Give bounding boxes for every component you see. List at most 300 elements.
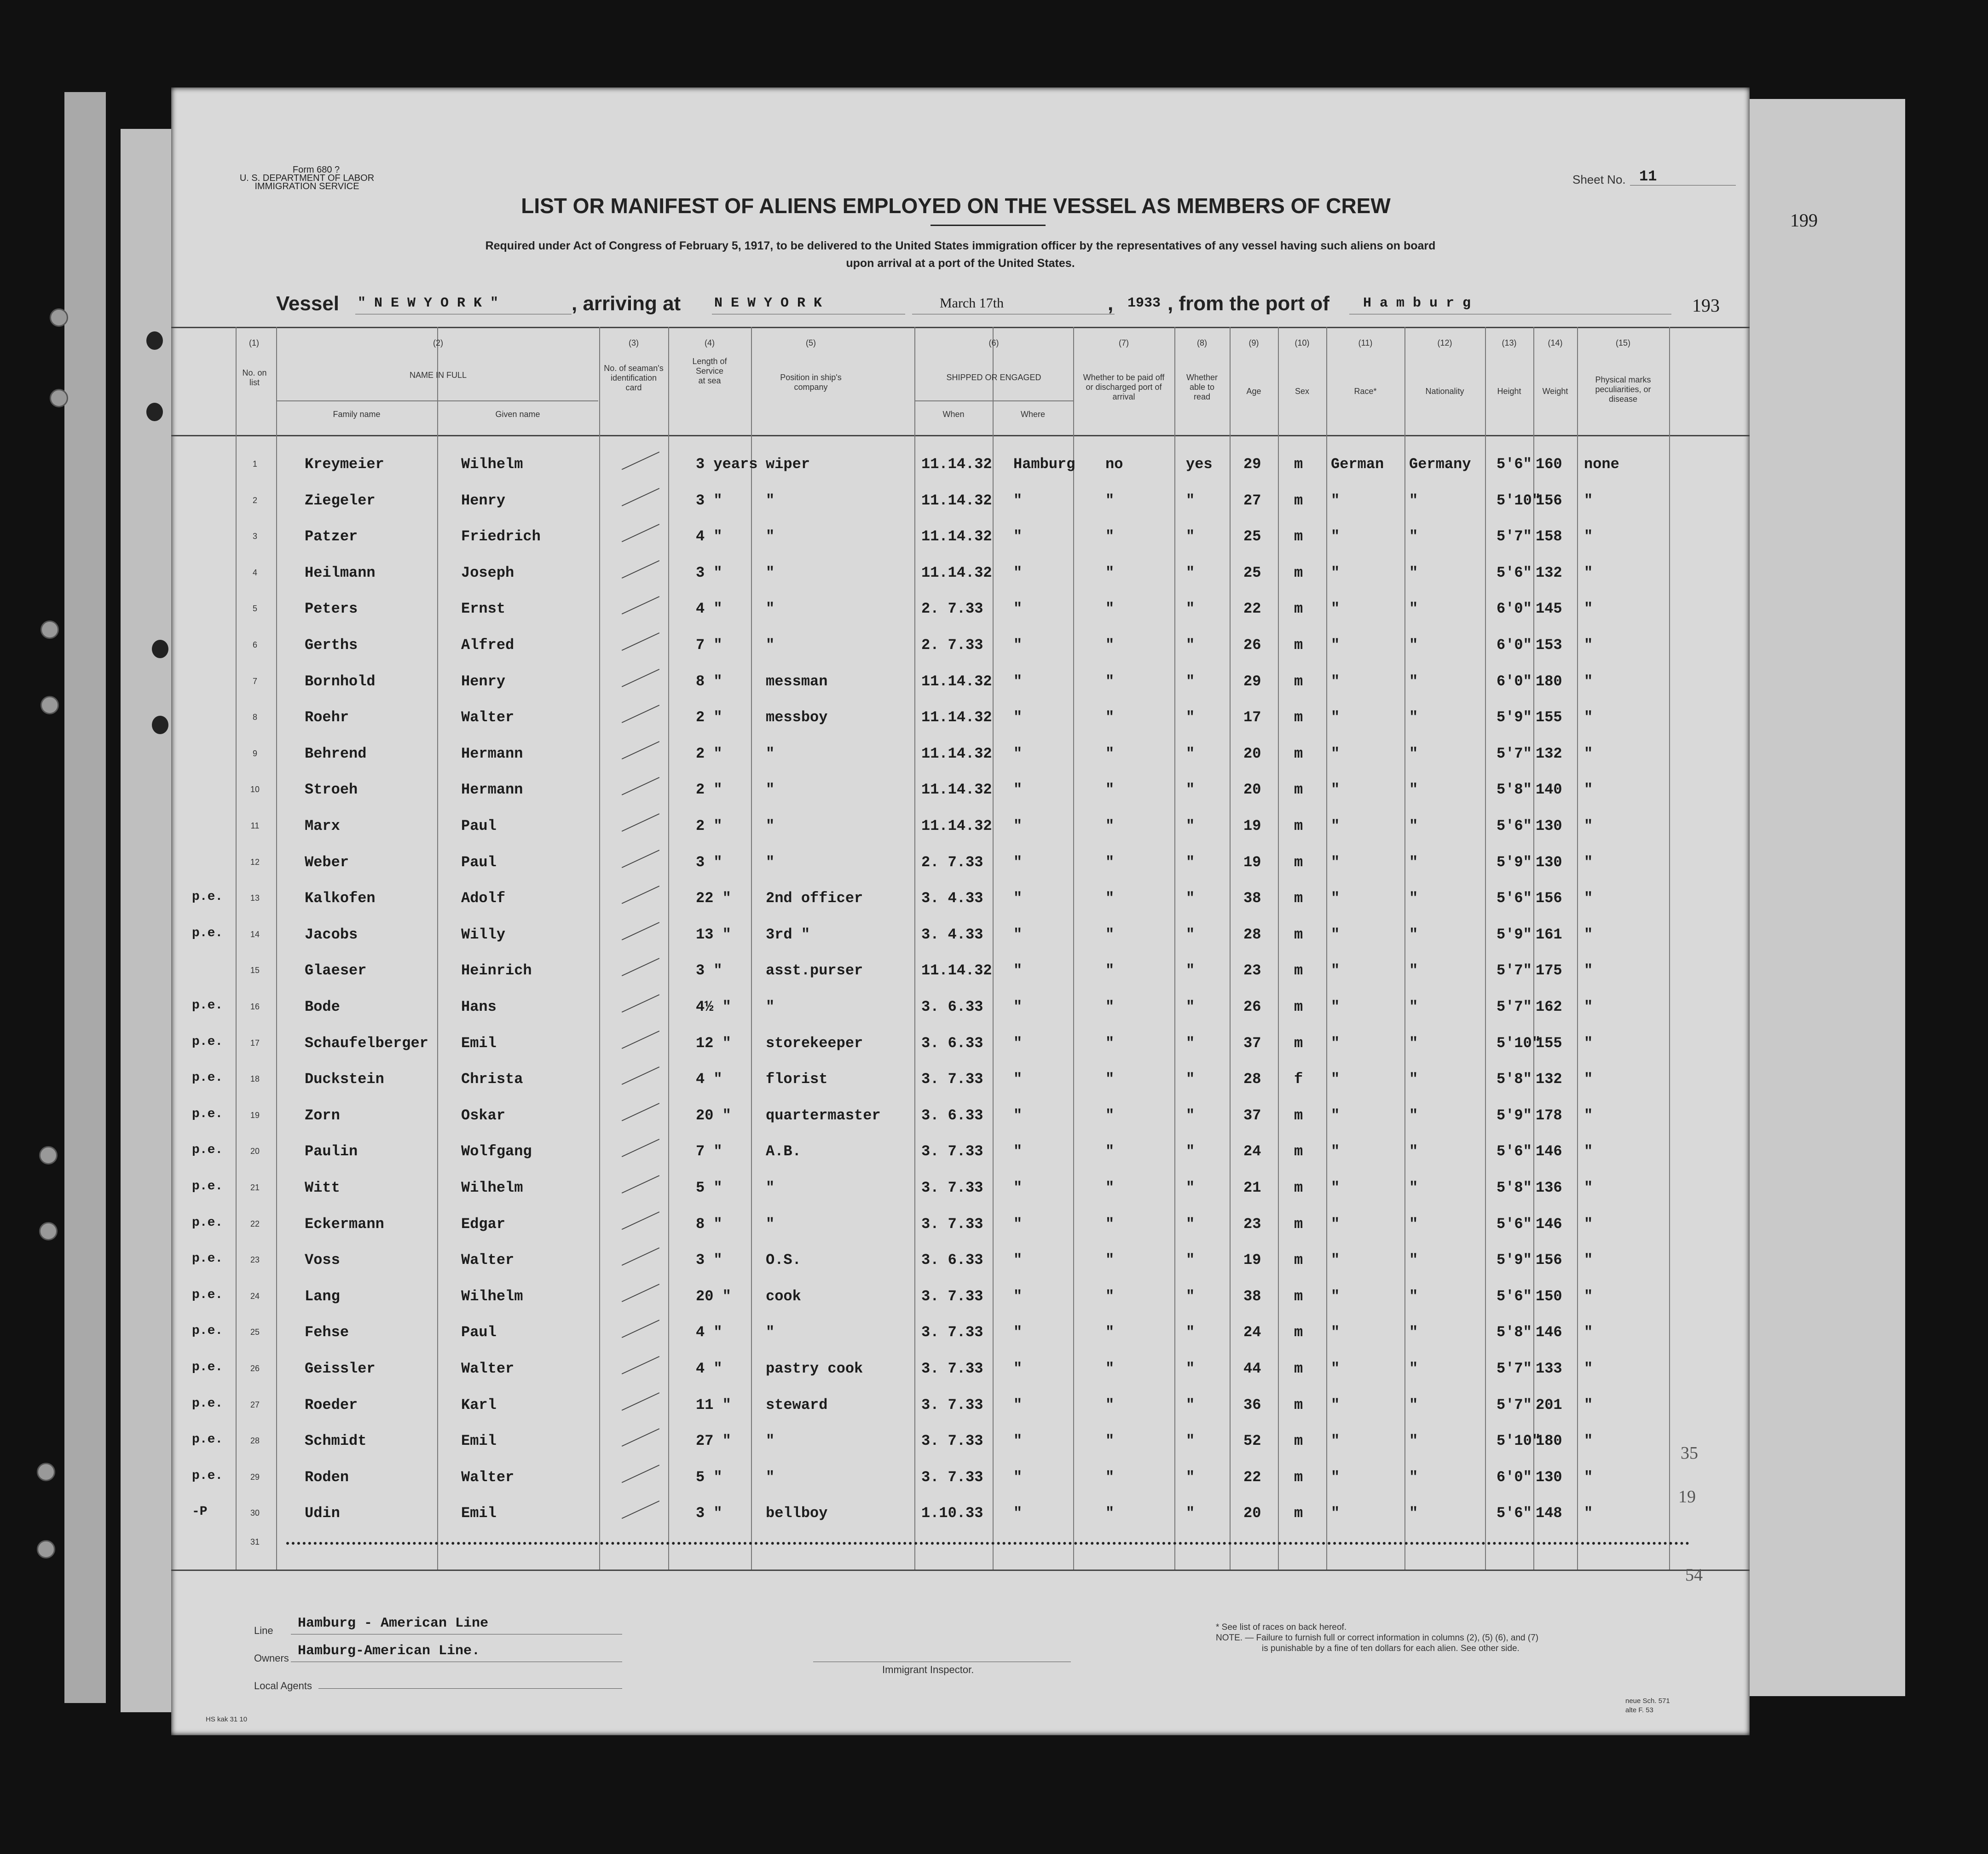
- crew-physical-marks: ": [1584, 1107, 1593, 1124]
- crew-nationality: ": [1409, 745, 1418, 762]
- crew-paid-off: ": [1105, 600, 1115, 618]
- crew-paid-off: ": [1105, 1360, 1115, 1377]
- crew-sex: m: [1294, 1215, 1303, 1233]
- crew-sex: m: [1294, 962, 1303, 979]
- row-number: 27: [250, 1400, 260, 1409]
- crew-sex: m: [1294, 1396, 1303, 1414]
- crew-age: 20: [1243, 1505, 1261, 1522]
- crew-length-of-service: 8 ": [696, 1215, 722, 1233]
- crew-shipped-when: 11.14.32: [921, 709, 992, 726]
- column-rule: [1174, 327, 1175, 1570]
- crew-length-of-service: 4 ": [696, 1071, 722, 1088]
- crew-paid-off: ": [1105, 1432, 1115, 1450]
- crew-paid-off-mark: p.e.: [192, 926, 223, 940]
- crew-nationality: ": [1409, 528, 1418, 545]
- crew-shipped-where: ": [1013, 890, 1023, 907]
- crew-position: bellboy: [766, 1505, 828, 1522]
- subcol-given: Given name: [495, 410, 540, 419]
- crew-paid-off: ": [1105, 853, 1115, 871]
- crew-paid-off-mark: p.e.: [192, 1468, 223, 1483]
- crew-position: ": [766, 637, 775, 654]
- crew-length-of-service: 8 ": [696, 672, 722, 690]
- crew-able-to-read: ": [1186, 853, 1195, 871]
- row-number: 3: [252, 532, 257, 541]
- crew-family-name: Geissler: [305, 1360, 376, 1377]
- crew-sex: m: [1294, 1287, 1303, 1305]
- crew-physical-marks: ": [1584, 1287, 1593, 1305]
- crew-nationality: ": [1409, 709, 1418, 726]
- crew-given-name: Walter: [461, 1360, 514, 1377]
- crew-given-name: Henry: [461, 492, 506, 509]
- crew-paid-off-mark: p.e.: [192, 1432, 223, 1447]
- crew-shipped-where: ": [1013, 1468, 1023, 1486]
- col-10-num: (10): [1295, 338, 1310, 348]
- crew-family-name: Schaufelberger: [305, 1034, 428, 1052]
- crew-age: 36: [1243, 1396, 1261, 1414]
- crew-paid-off: ": [1105, 962, 1115, 979]
- stamp-number-top: 199: [1790, 210, 1818, 231]
- crew-shipped-when: 11.14.32: [921, 564, 992, 581]
- crew-given-name: Willy: [461, 926, 506, 943]
- crew-nationality: ": [1409, 1215, 1418, 1233]
- col-3-label: No. of seaman's identification card: [604, 364, 664, 392]
- id-card-slash: [622, 1428, 659, 1447]
- crew-physical-marks: ": [1584, 600, 1593, 618]
- crew-paid-off: ": [1105, 1215, 1115, 1233]
- crew-physical-marks: ": [1584, 1215, 1593, 1233]
- crew-shipped-where: ": [1013, 745, 1023, 762]
- arrival-year: 1933: [1127, 295, 1161, 311]
- crew-given-name: Wilhelm: [461, 1287, 523, 1305]
- crew-shipped-where: ": [1013, 781, 1023, 799]
- shipped-subheader-line: [914, 400, 1073, 401]
- crew-position: messboy: [766, 709, 828, 726]
- arrival-date: March 17th: [940, 295, 1004, 311]
- crew-age: 24: [1243, 1324, 1261, 1341]
- crew-family-name: Zorn: [305, 1107, 340, 1124]
- crew-height: 5'9": [1497, 926, 1532, 943]
- crew-age: 20: [1243, 745, 1261, 762]
- crew-sex: m: [1294, 1143, 1303, 1160]
- id-card-slash: [622, 994, 659, 1013]
- id-card-slash: [622, 777, 659, 795]
- crew-weight: 133: [1536, 1360, 1562, 1377]
- crew-sex: m: [1294, 926, 1303, 943]
- crew-family-name: Kalkofen: [305, 890, 376, 907]
- crew-paid-off-mark: p.e.: [192, 1034, 223, 1049]
- crew-shipped-when: 11.14.32: [921, 528, 992, 545]
- id-card-slash: [622, 1465, 659, 1483]
- crew-race: ": [1331, 1287, 1340, 1305]
- crew-position: ": [766, 600, 775, 618]
- crew-height: 5'6": [1497, 456, 1532, 473]
- crew-paid-off: ": [1105, 1287, 1115, 1305]
- crew-given-name: Karl: [461, 1396, 497, 1414]
- crew-height: 6'0": [1497, 672, 1532, 690]
- crew-nationality: ": [1409, 564, 1418, 581]
- crew-sex: m: [1294, 456, 1303, 473]
- crew-able-to-read: ": [1186, 637, 1195, 654]
- crew-weight: 156: [1536, 492, 1562, 509]
- crew-given-name: Emil: [461, 1034, 497, 1052]
- sheet-number: 11: [1639, 168, 1657, 185]
- print-code-right-1: neue Sch. 571: [1625, 1697, 1670, 1705]
- crew-able-to-read: ": [1186, 1215, 1195, 1233]
- crew-race: ": [1331, 1468, 1340, 1486]
- crew-shipped-when: 3. 7.33: [921, 1396, 983, 1414]
- crew-nationality: ": [1409, 890, 1418, 907]
- binder-hole: [37, 1463, 55, 1481]
- crew-position: pastry cook: [766, 1360, 863, 1377]
- row-number: 13: [250, 893, 260, 903]
- crew-paid-off: no: [1105, 456, 1123, 473]
- id-card-slash: [622, 1139, 659, 1157]
- crew-paid-off: ": [1105, 1034, 1115, 1052]
- id-card-slash: [622, 1501, 659, 1519]
- crew-length-of-service: 2 ": [696, 745, 722, 762]
- crew-position: ": [766, 492, 775, 509]
- crew-position: messman: [766, 672, 828, 690]
- row-number: 30: [250, 1508, 260, 1518]
- id-card-slash: [622, 1066, 659, 1085]
- crew-sex: m: [1294, 1432, 1303, 1450]
- crew-race: ": [1331, 817, 1340, 834]
- crew-race: ": [1331, 709, 1340, 726]
- crew-family-name: Bode: [305, 998, 340, 1015]
- crew-sex: m: [1294, 600, 1303, 618]
- crew-family-name: Duckstein: [305, 1071, 384, 1088]
- crew-sex: m: [1294, 1360, 1303, 1377]
- crew-physical-marks: ": [1584, 962, 1593, 979]
- crew-height: 5'6": [1497, 1143, 1532, 1160]
- crew-able-to-read: ": [1186, 1432, 1195, 1450]
- col-8-label: Whether able to read: [1186, 373, 1218, 401]
- crew-position: quartermaster: [766, 1107, 881, 1124]
- crew-family-name: Witt: [305, 1179, 340, 1196]
- crew-family-name: Udin: [305, 1505, 340, 1522]
- vessel-name: " N E W Y O R K ": [358, 295, 499, 311]
- crew-shipped-where: ": [1013, 926, 1023, 943]
- crew-paid-off-mark: p.e.: [192, 1071, 223, 1085]
- crew-height: 5'9": [1497, 709, 1532, 726]
- crew-weight: 161: [1536, 926, 1562, 943]
- agents-label: Local Agents: [254, 1680, 312, 1692]
- crew-sex: m: [1294, 1324, 1303, 1341]
- from-port: H a m b u r g: [1363, 295, 1471, 311]
- crew-paid-off-mark: p.e.: [192, 1396, 223, 1411]
- binder-hole: [37, 1540, 55, 1559]
- id-card-slash: [622, 850, 659, 868]
- col-6-label: SHIPPED OR ENGAGED: [946, 373, 1041, 382]
- owners-value: Hamburg-American Line.: [298, 1643, 480, 1659]
- binder-hole: [39, 1222, 58, 1240]
- crew-weight: 148: [1536, 1505, 1562, 1522]
- stamp-number-right: 193: [1692, 295, 1720, 316]
- crew-position: ": [766, 781, 775, 799]
- crew-given-name: Emil: [461, 1432, 497, 1450]
- row-number: 19: [250, 1110, 260, 1120]
- crew-age: 38: [1243, 890, 1261, 907]
- crew-nationality: ": [1409, 998, 1418, 1015]
- crew-paid-off: ": [1105, 1505, 1115, 1522]
- col-9-label: Age: [1246, 387, 1261, 396]
- crew-race: ": [1331, 1071, 1340, 1088]
- row-number: 2: [252, 495, 257, 505]
- crew-paid-off: ": [1105, 1107, 1115, 1124]
- crew-given-name: Henry: [461, 672, 506, 690]
- crew-paid-off-mark: p.e.: [192, 998, 223, 1013]
- crew-family-name: Glaeser: [305, 962, 367, 979]
- crew-shipped-where: ": [1013, 528, 1023, 545]
- id-card-slash: [622, 1211, 659, 1230]
- crew-paid-off-mark: p.e.: [192, 1143, 223, 1158]
- crew-age: 38: [1243, 1287, 1261, 1305]
- crew-nationality: ": [1409, 817, 1418, 834]
- crew-weight: 156: [1536, 1251, 1562, 1269]
- crew-race: German: [1331, 456, 1384, 473]
- crew-weight: 158: [1536, 528, 1562, 545]
- col-13-label: Height: [1497, 387, 1521, 396]
- crew-shipped-where: ": [1013, 1107, 1023, 1124]
- crew-sex: m: [1294, 528, 1303, 545]
- col-5-label: Position in ship's company: [780, 373, 842, 392]
- crew-shipped-when: 3. 7.33: [921, 1143, 983, 1160]
- crew-given-name: Edgar: [461, 1215, 506, 1233]
- crew-race: ": [1331, 890, 1340, 907]
- crew-race: ": [1331, 998, 1340, 1015]
- table-top-border: [171, 327, 1750, 328]
- crew-paid-off: ": [1105, 1071, 1115, 1088]
- crew-physical-marks: ": [1584, 528, 1593, 545]
- crew-shipped-where: ": [1013, 1432, 1023, 1450]
- crew-age: 52: [1243, 1432, 1261, 1450]
- line-value: Hamburg - American Line: [298, 1616, 489, 1631]
- col-15-label: Physical marks peculiarities, or disease: [1595, 375, 1651, 404]
- crew-length-of-service: 13 ": [696, 926, 731, 943]
- crew-physical-marks: ": [1584, 1360, 1593, 1377]
- crew-given-name: Paul: [461, 853, 497, 871]
- crew-shipped-when: 3. 4.33: [921, 890, 983, 907]
- crew-length-of-service: 2 ": [696, 709, 722, 726]
- crew-physical-marks: ": [1584, 1071, 1593, 1088]
- crew-able-to-read: ": [1186, 1468, 1195, 1486]
- crew-paid-off: ": [1105, 1396, 1115, 1414]
- crew-able-to-read: ": [1186, 998, 1195, 1015]
- crew-family-name: Weber: [305, 853, 349, 871]
- crew-physical-marks: ": [1584, 564, 1593, 581]
- crew-weight: 180: [1536, 1432, 1562, 1450]
- crew-shipped-where: ": [1013, 709, 1023, 726]
- crew-weight: 145: [1536, 600, 1562, 618]
- column-rule: [236, 327, 237, 1570]
- crew-height: 5'8": [1497, 1071, 1532, 1088]
- crew-age: 19: [1243, 817, 1261, 834]
- crew-able-to-read: ": [1186, 492, 1195, 509]
- crew-age: 25: [1243, 528, 1261, 545]
- row-number: 14: [250, 929, 260, 939]
- back-page-left: [64, 92, 106, 1703]
- crew-shipped-when: 3. 7.33: [921, 1324, 983, 1341]
- crew-age: 19: [1243, 853, 1261, 871]
- crew-height: 5'6": [1497, 890, 1532, 907]
- crew-race: ": [1331, 745, 1340, 762]
- crew-age: 25: [1243, 564, 1261, 581]
- page-title: LIST OR MANIFEST OF ALIENS EMPLOYED ON THE VESSEL AS MEMBERS OF CREW: [521, 194, 1391, 218]
- crew-family-name: Roeder: [305, 1396, 358, 1414]
- crew-sex: m: [1294, 1107, 1303, 1124]
- crew-length-of-service: 5 ": [696, 1468, 722, 1486]
- crew-family-name: Stroeh: [305, 781, 358, 799]
- crew-race: ": [1331, 528, 1340, 545]
- crew-length-of-service: 3 ": [696, 962, 722, 979]
- binder-hole: [40, 696, 59, 714]
- department-name: U. S. DEPARTMENT OF LABOR: [239, 173, 375, 183]
- crew-weight: 155: [1536, 1034, 1562, 1052]
- crew-shipped-when: 11.14.32: [921, 817, 992, 834]
- crew-position: ": [766, 1432, 775, 1450]
- id-card-slash: [622, 958, 659, 976]
- crew-weight: 175: [1536, 962, 1562, 979]
- col-4-num: (4): [705, 338, 715, 348]
- id-card-slash: [622, 741, 659, 759]
- crew-family-name: Roehr: [305, 709, 349, 726]
- crew-race: ": [1331, 637, 1340, 654]
- crew-nationality: ": [1409, 1468, 1418, 1486]
- crew-paid-off-mark: p.e.: [192, 890, 223, 904]
- row-number: 26: [250, 1364, 260, 1373]
- crew-sex: m: [1294, 1179, 1303, 1196]
- row-number-31: 31: [250, 1537, 260, 1547]
- crew-shipped-when: 3. 6.33: [921, 1107, 983, 1124]
- row-number: 10: [250, 785, 260, 794]
- crew-physical-marks: ": [1584, 1251, 1593, 1269]
- crew-position: ": [766, 528, 775, 545]
- crew-age: 17: [1243, 709, 1261, 726]
- column-rule: [1326, 327, 1327, 1570]
- crew-able-to-read: ": [1186, 1179, 1195, 1196]
- crew-height: 5'7": [1497, 962, 1532, 979]
- crew-given-name: Oskar: [461, 1107, 506, 1124]
- crew-nationality: ": [1409, 962, 1418, 979]
- crew-shipped-when: 11.14.32: [921, 492, 992, 509]
- crew-nationality: ": [1409, 672, 1418, 690]
- crew-nationality: ": [1409, 1287, 1418, 1305]
- crew-shipped-where: ": [1013, 1034, 1023, 1052]
- crew-paid-off: ": [1105, 890, 1115, 907]
- id-card-slash: [622, 488, 659, 506]
- column-rule: [1577, 327, 1578, 1570]
- column-rule: [437, 327, 438, 1570]
- crew-given-name: Hans: [461, 998, 497, 1015]
- crew-paid-off: ": [1105, 564, 1115, 581]
- crew-family-name: Kreymeier: [305, 456, 384, 473]
- closing-dashed-line: [286, 1542, 1690, 1545]
- crew-able-to-read: ": [1186, 781, 1195, 799]
- crew-height: 5'6": [1497, 1287, 1532, 1305]
- crew-position: ": [766, 1324, 775, 1341]
- crew-given-name: Adolf: [461, 890, 506, 907]
- id-card-slash: [622, 1247, 659, 1266]
- row-number: 11: [250, 821, 260, 830]
- id-card-slash: [622, 705, 659, 723]
- crew-height: 5'7": [1497, 1360, 1532, 1377]
- crew-sex: m: [1294, 709, 1303, 726]
- crew-given-name: Joseph: [461, 564, 514, 581]
- col-3-num: (3): [629, 338, 639, 348]
- crew-height: 5'6": [1497, 1505, 1532, 1522]
- crew-race: ": [1331, 1396, 1340, 1414]
- row-number: 7: [252, 676, 257, 686]
- crew-physical-marks: ": [1584, 890, 1593, 907]
- column-rule: [993, 327, 994, 1570]
- from-label: , from the port of: [1167, 292, 1329, 315]
- crew-position: O.S.: [766, 1251, 801, 1269]
- crew-sex: m: [1294, 853, 1303, 871]
- column-rule: [914, 327, 915, 1570]
- crew-paid-off: ": [1105, 528, 1115, 545]
- crew-shipped-where: ": [1013, 1143, 1023, 1160]
- arriving-port: N E W Y O R K: [714, 295, 822, 311]
- crew-nationality: ": [1409, 853, 1418, 871]
- crew-shipped-when: 3. 7.33: [921, 1360, 983, 1377]
- crew-race: ": [1331, 781, 1340, 799]
- crew-height: 5'8": [1497, 1324, 1532, 1341]
- crew-able-to-read: ": [1186, 1251, 1195, 1269]
- crew-given-name: Wilhelm: [461, 1179, 523, 1196]
- crew-paid-off: ": [1105, 781, 1115, 799]
- crew-weight: 153: [1536, 637, 1562, 654]
- crew-position: steward: [766, 1396, 828, 1414]
- crew-shipped-where: ": [1013, 998, 1023, 1015]
- row-number: 17: [250, 1038, 260, 1048]
- crew-able-to-read: ": [1186, 528, 1195, 545]
- crew-nationality: ": [1409, 1324, 1418, 1341]
- col-5-num: (5): [806, 338, 816, 348]
- subcol-when: When: [942, 410, 965, 419]
- crew-age: 26: [1243, 637, 1261, 654]
- id-card-slash: [622, 524, 659, 542]
- id-card-slash: [622, 1031, 659, 1049]
- punch-hole: [146, 331, 163, 350]
- table-header-bottom: [171, 435, 1750, 436]
- crew-age: 22: [1243, 600, 1261, 618]
- crew-height: 6'0": [1497, 1468, 1532, 1486]
- crew-able-to-read: ": [1186, 1324, 1195, 1341]
- owners-label: Owners: [254, 1652, 289, 1664]
- crew-able-to-read: yes: [1186, 456, 1213, 473]
- crew-age: 26: [1243, 998, 1261, 1015]
- crew-age: 28: [1243, 926, 1261, 943]
- crew-height: 5'8": [1497, 1179, 1532, 1196]
- crew-race: ": [1331, 1251, 1340, 1269]
- crew-nationality: ": [1409, 492, 1418, 509]
- crew-able-to-read: ": [1186, 600, 1195, 618]
- crew-physical-marks: ": [1584, 1034, 1593, 1052]
- service-name: IMMIGRATION SERVICE: [254, 181, 359, 191]
- crew-physical-marks: ": [1584, 637, 1593, 654]
- id-card-slash: [622, 560, 659, 579]
- row-number: 6: [252, 640, 257, 649]
- back-page-right: [1746, 99, 1905, 1696]
- id-card-slash: [622, 1356, 659, 1374]
- crew-height: 5'7": [1497, 528, 1532, 545]
- crew-able-to-read: ": [1186, 926, 1195, 943]
- crew-shipped-when: 11.14.32: [921, 672, 992, 690]
- line-label: Line: [254, 1625, 273, 1636]
- col-14-label: Weight: [1542, 387, 1568, 396]
- crew-family-name: Jacobs: [305, 926, 358, 943]
- col-9-num: (9): [1248, 338, 1259, 348]
